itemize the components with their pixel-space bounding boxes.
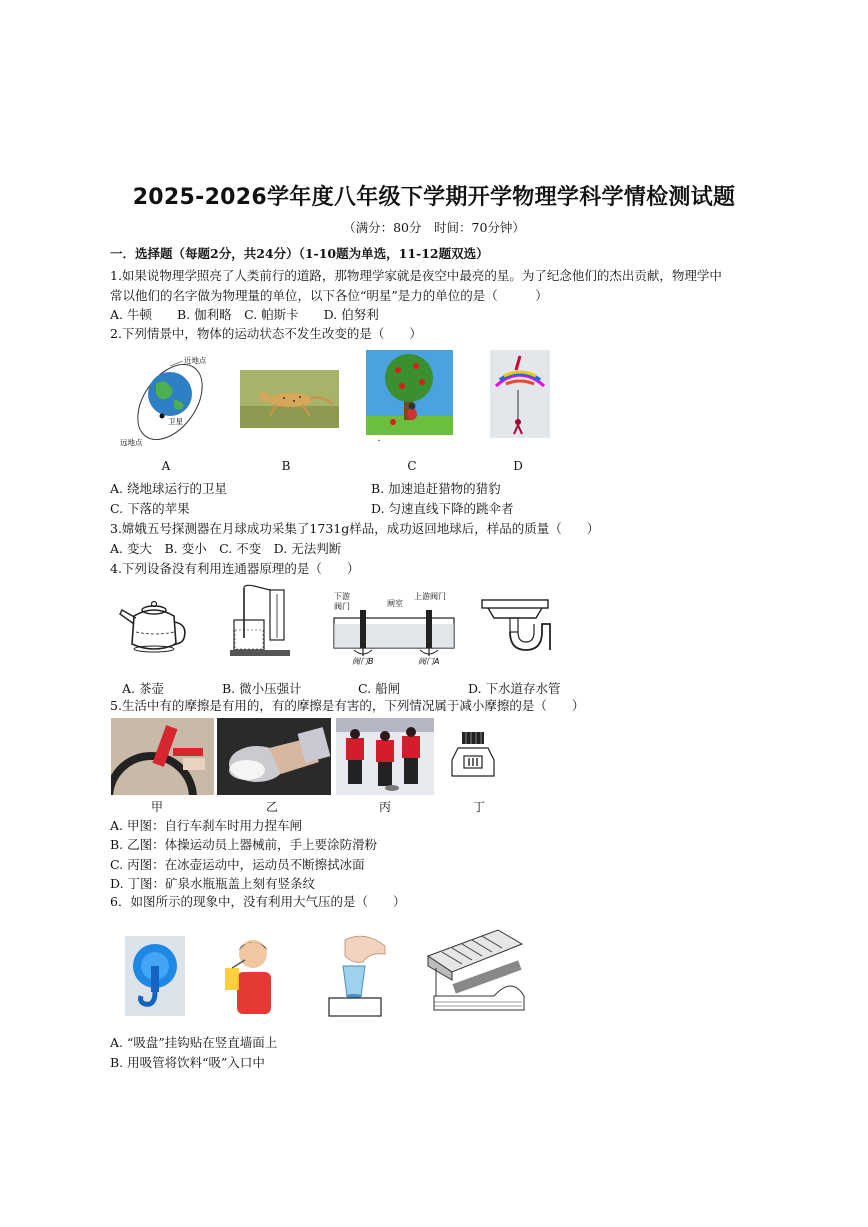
q1-options: A. 牛顿 B. 伽利略 C. 帕斯卡 D. 伯努利 xyxy=(110,307,379,322)
q2-option-c: C. 下落的苹果 xyxy=(110,501,190,516)
q5-option-c: C. 丙图：在冰壶运动中，运动员不断擦拭冰面 xyxy=(110,857,365,872)
q2-caption-b: B xyxy=(281,459,291,473)
q5-figure-bicycle-brake xyxy=(111,718,214,795)
q6-figure-suction-hook xyxy=(125,936,185,1016)
cup-icon xyxy=(343,966,365,996)
q1-stem-line1: 1.如果说物理学照亮了人类前行的道路，那物理学家就是夜空中最亮的星。为了纪念他们的杰出贡献，物理学中 xyxy=(110,268,722,283)
svg-text:上游阀门: 上游阀门 xyxy=(414,592,446,601)
exam-subtitle: （满分：80分 时间：70分钟） xyxy=(343,220,525,235)
perigee-label: 近地点 xyxy=(184,356,207,365)
q2-option-b: B. 加速追赶猎物的猎豹 xyxy=(371,481,501,496)
hand-icon xyxy=(345,936,385,962)
q2-figure-c-apple-tree xyxy=(366,350,453,435)
cheetah-icon xyxy=(268,393,312,407)
q4-figure-ship-lock xyxy=(332,590,456,666)
q6-option-b: B. 用吸管将饮料“吸”入口中 xyxy=(110,1055,265,1070)
satellite-icon xyxy=(160,414,165,419)
q5-option-b: B. 乙图：体操运动员上器械前，手上要涂防滑粉 xyxy=(110,837,378,852)
q2-option-d: D. 匀速直线下降的跳伞者 xyxy=(371,501,514,516)
q5-stem: 5.生活中有的摩擦是有用的，有的摩擦是有害的，下列情况属于减小摩擦的是（ ） xyxy=(110,698,585,713)
q2-caption-c: C xyxy=(407,459,417,473)
q4-figure-teapot xyxy=(116,594,192,658)
apple-icon xyxy=(390,419,396,425)
lock-gate-icon xyxy=(360,610,366,648)
q5-caption-ding: 丁 xyxy=(472,800,485,814)
q3-options: A. 变大 B. 变小 C. 不变 D. 无法判断 xyxy=(110,541,342,556)
q4-option-a: A. 茶壶 xyxy=(122,681,164,696)
q6-figure-water-pump xyxy=(422,916,526,1020)
q2-figure-b-cheetah xyxy=(240,370,339,428)
q5-option-a: A. 甲图：自行车刹车时用力捏车闸 xyxy=(110,818,302,833)
q2-caption-d: D xyxy=(513,459,523,473)
section-heading: 一．选择题（每题2分，共24分）（1-10题为单选，11-12题双选） xyxy=(110,246,489,261)
q2-option-a: A. 绕地球运行的卫星 xyxy=(110,481,227,496)
q5-figure-curling xyxy=(336,718,434,795)
q1-stem-line2: 常以他们的名字做为物理量的单位，以下各位“明星”是力的单位的是（ ） xyxy=(110,288,548,303)
q3-stem: 3.嫦娥五号探测器在月球成功采集了1731g样品，成功返回地球后，样品的质量（ ） xyxy=(110,521,600,536)
q4-figure-sink-trap xyxy=(478,596,554,658)
svg-text:下游: 下游 xyxy=(334,592,350,601)
q5-option-d: D. 丁图：矿泉水瓶瓶盖上刻有竖条纹 xyxy=(110,876,316,891)
svg-text:闸室: 闸室 xyxy=(387,599,403,608)
q4-option-b: B. 微小压强计 xyxy=(222,681,302,696)
q2-figure-a-satellite xyxy=(118,352,218,450)
curling-stone-icon xyxy=(385,785,399,791)
q5-caption-yi: 乙 xyxy=(265,800,278,814)
teapot-icon xyxy=(132,610,176,649)
q5-caption-bing: 丙 xyxy=(378,800,391,814)
svg-text:阀门: 阀门 xyxy=(334,602,350,611)
exam-page: 2025-2026学年度八年级下学期开学物理学科学情检测试题 （满分：80分 时间：70分钟） 一．选择题（每题2分，共24分）（1-10题为单选，11-12题双选） 1.如果说物理学照亮了人类前行的道路，那物理学家就是夜空中最亮的星。为了纪念他们的杰出贡献，物理学中 常以他们的名字做为物理量的单位，以下各位“明星”是力的单位的是（ ） A. 牛顿 B. 伽利略 C. 帕斯卡 D. 伯努利 2.下列情景中，物体的运动状态不发生改变的是（ ） 近地点 卫星 远地点 · A B C D A. 绕地球运行的卫星 B. 加速追赶猎物的猎豹 C. 下落的苹果 D. 匀速直线下降的跳伞者 3.嫦娥五号探测器在月球成功采集了1731g样品，成功返回地球后，样品的质量（ ） A. 变大 B. 变小 C. 不变 D. 无法判断 4.下列设备没有利用连通器原理的是（ ） 下游 阀门 闸室 上游阀门 阀门B 阀门A A. 茶壶 B. 微小压强计 C. 船闸 D. 下水道存水管 5.生活中有的摩擦是有用的，有的摩擦是有害的，下列情况属于减小摩擦的是（ ） 甲 乙 丙 丁 A. 甲图：自行车刹车时用力捏车闸 B. 乙图：体操运动员上器械前，手上要涂防滑粉 C. 丙图：在冰壶运动中，运动员不断擦拭冰面 D. 丁图：矿泉水瓶瓶盖上刻有竖条纹 6．如图所示的现象中，没有利用大气压的是（ ） A. “吸盘”挂钩贴在竖直墙面上 B. 用吸管将饮料“吸”入口中 xyxy=(0,0,868,1227)
q6-figure-inverted-cup xyxy=(325,932,389,1020)
q6-option-a: A. “吸盘”挂钩贴在竖直墙面上 xyxy=(110,1035,278,1050)
q4-option-d: D. 下水道存水管 xyxy=(468,681,561,696)
q2-figure-d-parachutist xyxy=(490,350,550,438)
q2-caption-a: A xyxy=(161,459,171,473)
svg-text:阀门B: 阀门B xyxy=(352,657,374,666)
q4-option-c: C. 船闸 xyxy=(358,681,401,696)
q6-figure-drinking-straw xyxy=(219,934,281,1020)
cup-icon xyxy=(225,968,239,990)
apogee-label: 远地点 xyxy=(120,438,143,447)
q4-figure-pressure-gauge xyxy=(230,584,292,660)
parachutist-icon xyxy=(515,419,521,425)
q5-figure-gymnast-chalk xyxy=(217,718,331,795)
tree-icon xyxy=(385,354,433,402)
exam-title: 2025-2026学年度八年级下学期开学物理学科学情检测试题 xyxy=(132,185,736,210)
q2-stem: 2.下列情景中，物体的运动状态不发生改变的是（ ） xyxy=(110,326,422,341)
q4-stem: 4.下列设备没有利用连通器原理的是（ ） xyxy=(110,561,360,576)
q6-stem: 6．如图所示的现象中，没有利用大气压的是（ ） xyxy=(110,894,406,909)
q5-figure-bottle-cap xyxy=(448,730,500,778)
sink-icon xyxy=(488,608,542,618)
q5-caption-jia: 甲 xyxy=(150,800,163,814)
satellite-label: 卫星 xyxy=(168,417,183,426)
svg-text:阀门A: 阀门A xyxy=(418,657,440,666)
